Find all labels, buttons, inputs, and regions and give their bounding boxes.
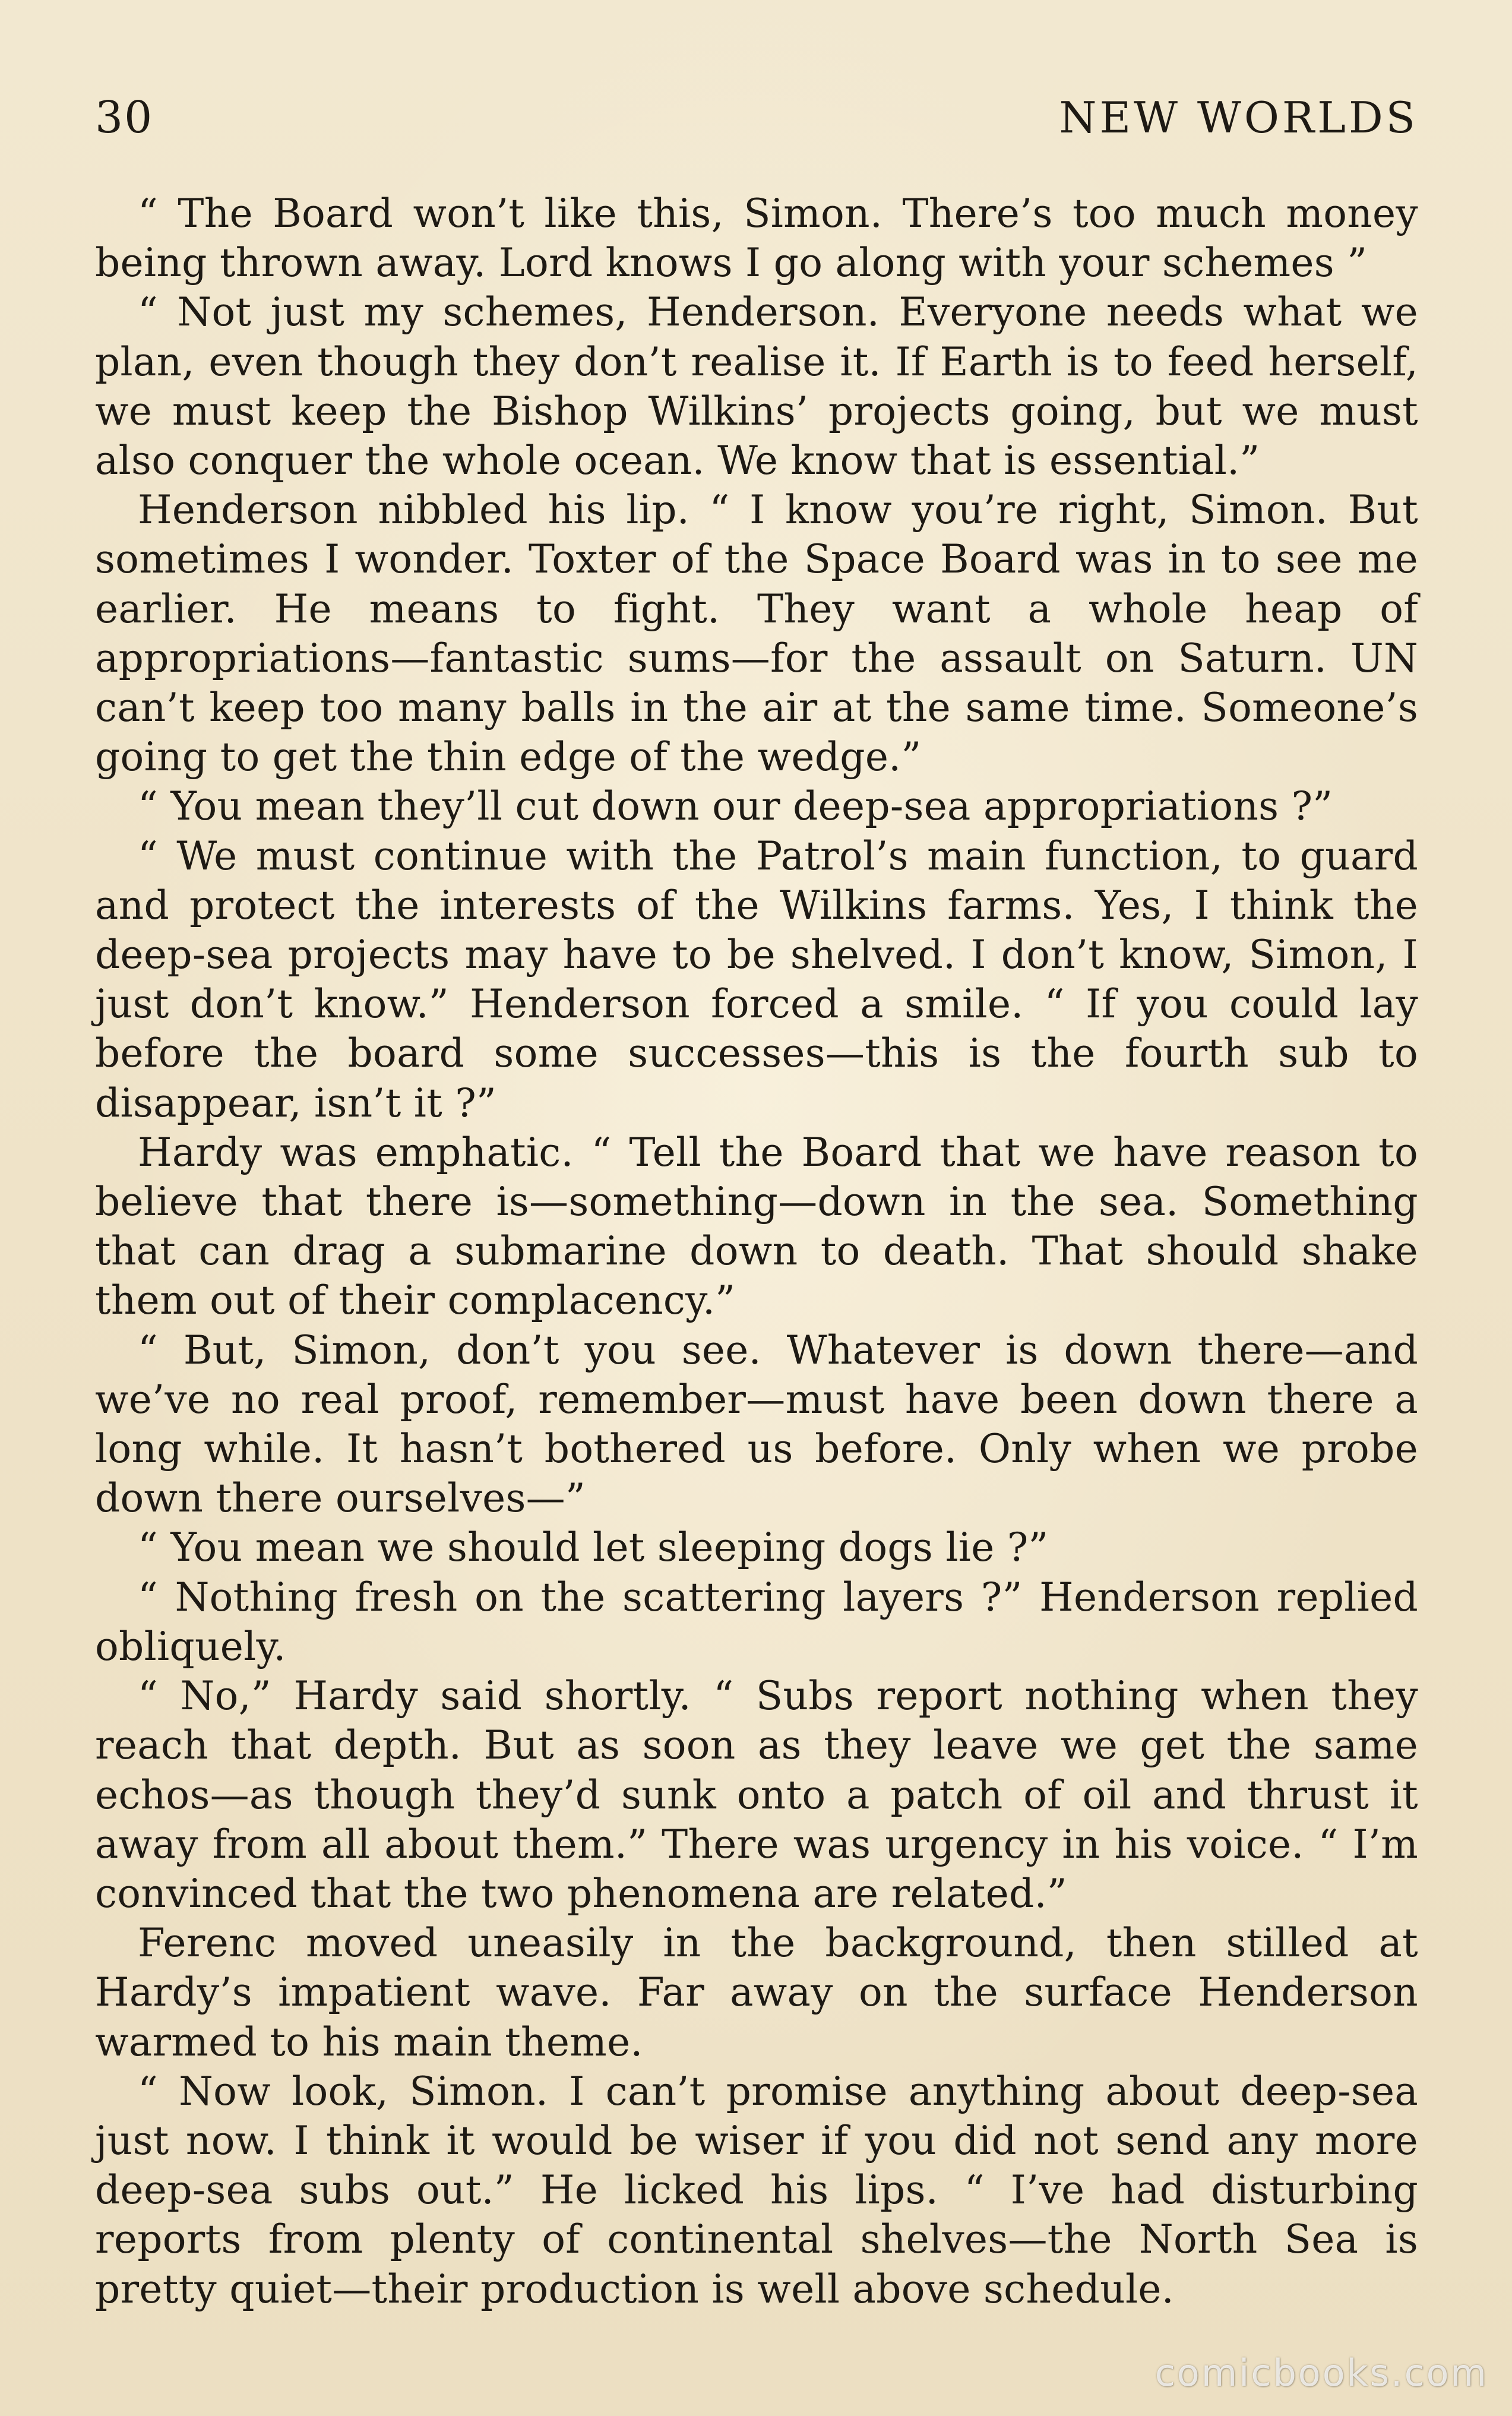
paragraph: “ No,” Hardy said shortly. “ Subs report nothing when they reach that depth. But as soon as they leave we get the same echos—as though they’d sunk onto a patch of oil and thrust it away from all about them.” There was urgency in his voice. “ I’m convinced that the two phenomena are related.” [95,1673,1418,1917]
watermark: comicbooks.com [1154,2351,1488,2395]
page-header [95,88,1418,147]
paragraph: “ We must continue with the Patrol’s main function, to guard and protect the interests of the Wilkins farms. Yes, I think the deep-sea projects may have to be shelved. I don’t know, Simon, I just don’t know.” Henderson forced a smile. “ If you could lay before the board some successes—this is the fourth sub to disappear, isn’t it ?” [95,833,1418,1126]
page-number: 30 [95,92,154,143]
running-head: NEW WORLDS [1059,93,1418,143]
paragraph: “ Not just my schemes, Henderson. Everyone needs what we plan, even though they don’t realise it. If Earth is to feed herself, we must keep the Bishop Wilkins’ projects going, but we must also conquer the whole ocean. We know that is essential.” [95,289,1418,484]
paragraph: “ Now look, Simon. I can’t promise anything about deep-sea just now. I think it would be wiser if you did not send any more deep-sea subs out.” He licked his lips. “ I’ve had disturbing reports from plenty of continental shelves—the North Sea is pretty quiet—their production is well above schedule. [95,2068,1418,2312]
paragraph: Ferenc moved uneasily in the background, then stilled at Hardy’s impatient wave. Far away on the surface Henderson warmed to his main theme. [95,1920,1418,2065]
paragraph: Henderson nibbled his lip. “ I know you’re right, Simon. But sometimes I wonder. Toxter of the Space Board was in to see me earlier. He means to fight. They want a whole heap of appropriations—fantastic sums—for the assault on Saturn. UN can’t keep too many balls in the air at the same time. Someone’s going to get the thin edge of the wedge.” [95,487,1418,780]
paragraph: “ The Board won’t like this, Simon. There’s too much money being thrown away. Lord knows I go along with your schemes ” [95,191,1418,286]
paragraph: Hardy was emphatic. “ Tell the Board that we have reason to believe that there is—something—down in the sea. Something that can drag a submarine down to death. That should shake them out of their complacency.” [95,1129,1418,1324]
paragraph: “ Nothing fresh on the scattering layers ?” Henderson replied obliquely. [95,1574,1418,1669]
body-text [95,189,1418,2314]
paragraph: “ You mean we should let sleeping dogs lie ?” [138,1525,1049,1571]
paragraph: “ You mean they’ll cut down our deep-sea appropriations ?” [138,783,1333,830]
paragraph: “ But, Simon, don’t you see. Whatever is down there—and we’ve no real proof, remember—must have been down there a long while. It hasn’t bothered us before. Only when we probe down there ourselves—” [95,1327,1418,1522]
